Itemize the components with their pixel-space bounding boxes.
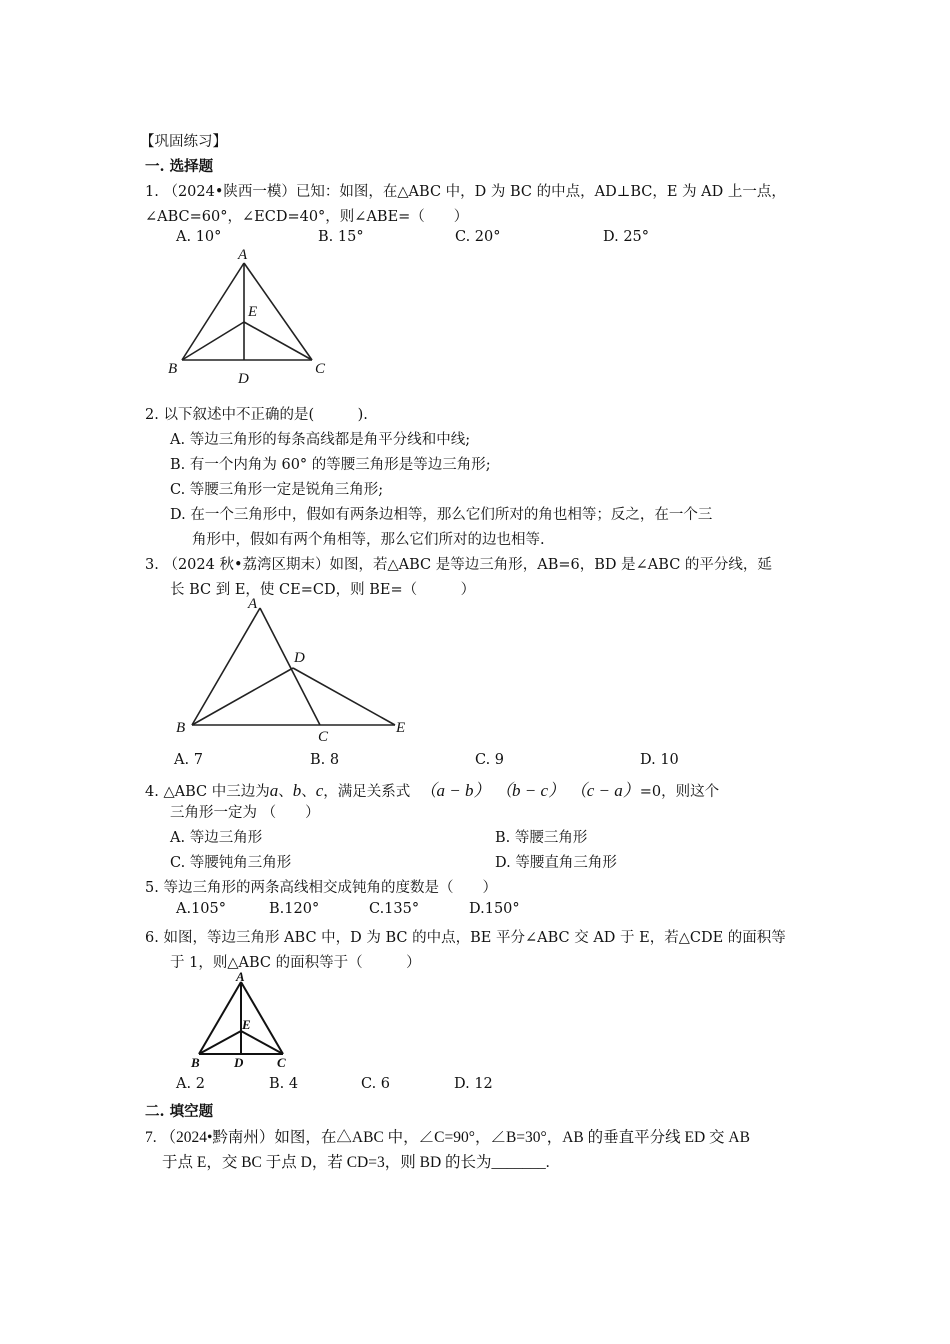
q4-option-d: D. 等腰直角三角形 xyxy=(495,855,617,871)
q5-option-b: B.120° xyxy=(269,901,320,917)
q6-label-d: D xyxy=(234,1055,244,1070)
q6-option-d: D. 12 xyxy=(454,1076,493,1092)
q7-line2: 于点 E，交 BC 于点 D，若 CD=3，则 BD 的长为_______. xyxy=(162,1154,550,1171)
q1-line1: 1. （2024•陕西一模）已知：如图，在△ABC 中，D 为 BC 的中点，AD⊥BC，E 为 AD 上一点， xyxy=(145,184,786,200)
q4-line2: 三角形一定为 （ ） xyxy=(170,805,320,821)
q6-label-a: A xyxy=(236,969,245,984)
q1-line2: ∠ABC=60°，∠ECD=40°，则∠ABE=（ ） xyxy=(145,209,469,225)
q1-label-d: D xyxy=(238,371,249,387)
q5-option-a: A.105° xyxy=(176,901,227,917)
q3-label-d: D xyxy=(294,650,305,666)
q3-option-b: B. 8 xyxy=(310,752,340,768)
q4-var-c: c xyxy=(315,781,324,800)
q1-label-b: B xyxy=(168,361,178,377)
q6-line1: 6. 如图，等边三角形 ABC 中，D 为 BC 的中点，BE 平分∠ABC 交 AD 于 E，若△CDE 的面积等 xyxy=(145,930,786,946)
q4-option-c: C. 等腰钝角三角形 xyxy=(170,855,292,871)
q6-label-b: B xyxy=(191,1055,200,1070)
q6-option-c: C. 6 xyxy=(361,1076,391,1092)
q1-label-a: A xyxy=(238,247,248,263)
q1-option-b: B. 15° xyxy=(318,229,364,245)
q1-triangle-figure xyxy=(160,245,340,390)
q4-sep1: 、 xyxy=(278,784,293,800)
q2-option-d-line2: 角形中，假如有两个角相等，那么它们所对的边也相等. xyxy=(192,532,545,548)
q3-label-b: B xyxy=(176,720,186,736)
q3-option-a: A. 7 xyxy=(174,752,203,768)
q7-line1: 7. （2024•黔南州）如图，在△ABC 中，∠C=90°，∠B=30°，AB 的垂直平分线 ED 交 AB xyxy=(145,1129,750,1146)
q5-stem: 5. 等边三角形的两条高线相交成钝角的度数是（ ） xyxy=(145,880,497,896)
exercise-heading: 【巩固练习】 xyxy=(140,134,227,150)
q5-option-c: C.135° xyxy=(369,901,420,917)
q1-label-e: E xyxy=(248,304,258,320)
q2-option-c: C. 等腰三角形一定是锐角三角形; xyxy=(170,482,384,498)
q2-option-d-line1: D. 在一个三角形中，假如有两条边相等，那么它们所对的角也相等；反之，在一个三 xyxy=(170,507,713,523)
section-fill-title: 二. 填空题 xyxy=(145,1103,214,1120)
q4-sep2: 、 xyxy=(301,784,316,800)
q3-option-d: D. 10 xyxy=(640,752,679,768)
q6-option-a: A. 2 xyxy=(176,1076,205,1092)
q2-option-a: A. 等边三角形的每条高线都是角平分线和中线; xyxy=(170,432,471,448)
q6-line2: 于 1，则△ABC 的面积等于（ ） xyxy=(170,955,421,971)
q4-factor1: （a − b） xyxy=(419,781,491,800)
q4-prefix: 4. △ABC 中三边为 xyxy=(145,784,270,800)
q4-suffix: =0，则这个 xyxy=(639,784,720,800)
q1-label-c: C xyxy=(315,361,326,377)
q3-label-c: C xyxy=(318,729,329,745)
q3-line1: 3. （2024 秋•荔湾区期末）如图，若△ABC 是等边三角形，AB=6，BD 是∠ABC 的平分线，延 xyxy=(145,557,772,573)
q4-var-a: a xyxy=(269,781,279,800)
q6-label-c: C xyxy=(277,1055,286,1070)
q6-triangle-figure xyxy=(185,968,305,1073)
q4-var-b: b xyxy=(292,781,302,800)
q1-option-c: C. 20° xyxy=(455,229,501,245)
q3-label-a: A xyxy=(248,596,258,612)
q4-option-a: A. 等边三角形 xyxy=(170,830,263,846)
q3-triangle-figure xyxy=(170,590,420,745)
q5-option-d: D.150° xyxy=(469,901,520,917)
q4-factor2: （b − c） xyxy=(495,781,566,800)
q1-option-a: A. 10° xyxy=(176,229,222,245)
q3-line2: 长 BC 到 E，使 CE=CD，则 BE=（ ） xyxy=(170,582,476,598)
q4-line1 xyxy=(145,776,719,801)
q4-factor3: （c − a） xyxy=(569,781,640,800)
q3-label-e: E xyxy=(396,720,406,736)
q6-option-b: B. 4 xyxy=(269,1076,299,1092)
section-choice-title: 一. 选择题 xyxy=(145,158,214,175)
q3-option-c: C. 9 xyxy=(475,752,505,768)
q1-option-d: D. 25° xyxy=(603,229,650,245)
q2-option-b: B. 有一个内角为 60° 的等腰三角形是等边三角形; xyxy=(170,457,491,473)
q2-stem: 2. 以下叙述中不正确的是( ). xyxy=(145,407,368,423)
q6-label-e: E xyxy=(242,1017,251,1032)
q4-middle: ，满足关系式 xyxy=(323,784,411,800)
q4-option-b: B. 等腰三角形 xyxy=(495,830,588,846)
